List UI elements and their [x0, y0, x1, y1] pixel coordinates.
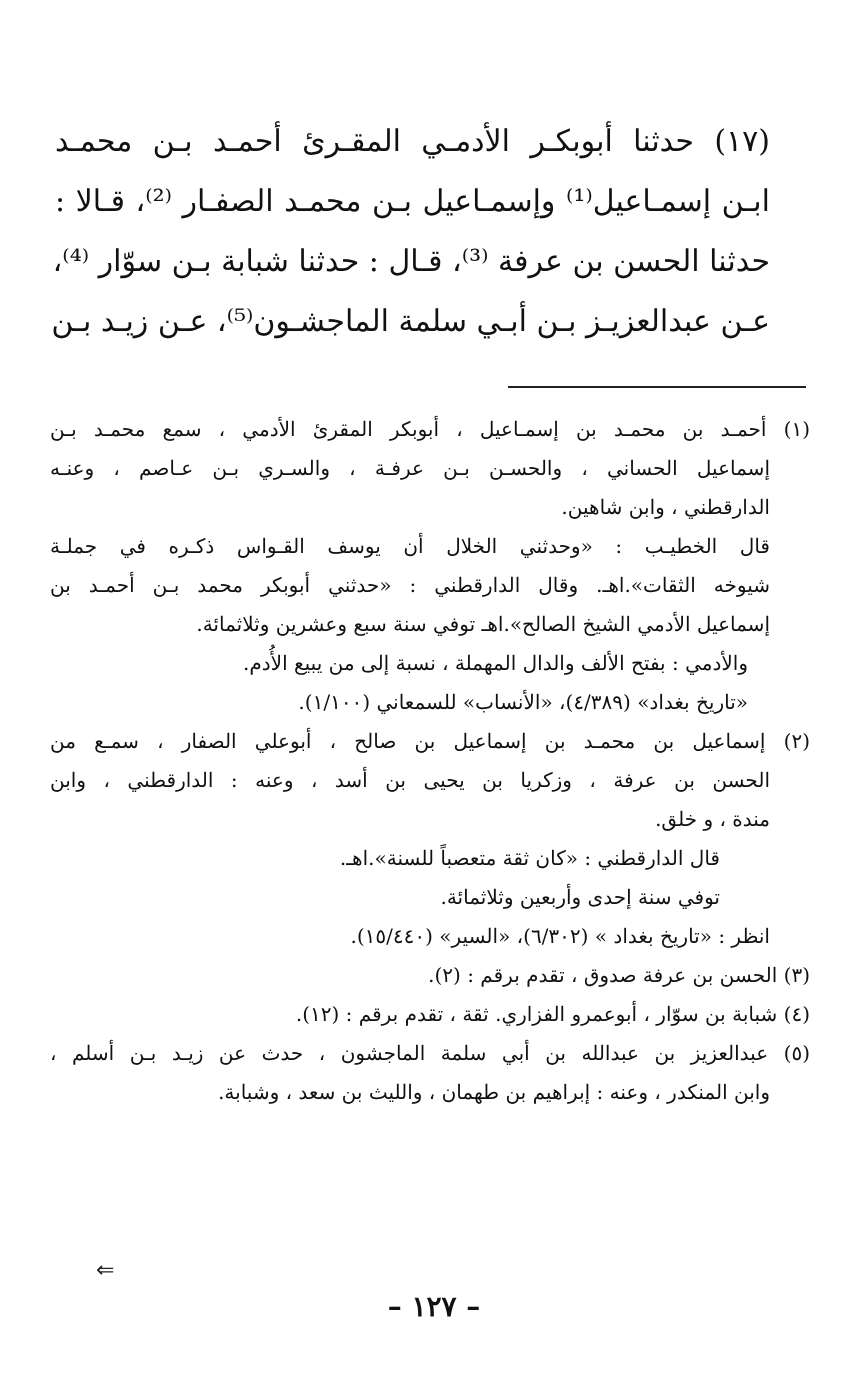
- footnote-separator: [508, 386, 806, 388]
- footnote-5-line: وابن المنكدر ، وعنه : إبراهيم بن طهمان ، والليث بن سعد ، وشبابة.: [218, 1080, 770, 1104]
- main-text-line: ابـن إسمـاعيل⁽¹⁾ وإسمـاعيل بـن محمـد الصفـار ⁽²⁾، قـالا :: [55, 184, 770, 219]
- page-number: – ١٢٧ –: [387, 1290, 481, 1323]
- footnote-1-adami-note: والأدمي : بفتح الألف والدال المهملة ، نسبة إلى من يبيع الأُدم.: [243, 651, 748, 675]
- footnote-2-death: توفي سنة إحدى وأربعين وثلاثمائة.: [440, 885, 720, 909]
- footnote-2-line: مندة ، و خلق.: [655, 807, 770, 831]
- footnote-1-line: إسماعيل الحساني ، والحسـن بـن عرفـة ، والسـري بـن عـاصم ، وعنـه: [50, 456, 770, 480]
- footnote-2-line: الحسن بن عرفة ، وزكريا بن يحيى بن أسد ، وعنه : الدارقطني ، وابن: [50, 768, 770, 792]
- footnote-2-line: (٢) إسماعيل بن محمـد بن إسماعيل بن صالح ، أبوعلي الصفار ، سمـع من: [50, 729, 810, 753]
- footnote-1-khatib-line: شيوخه الثقات».اهـ. وقال الدارقطني : «حدثني أبوبكر محمد بـن أحمـد بن: [50, 573, 770, 597]
- footnote-2-quote: قال الدارقطني : «كان ثقة متعصباً للسنة».اهـ.: [339, 846, 720, 870]
- footnotes-section: [50, 410, 810, 1112]
- footnote-3: (٣) الحسن بن عرفة صدوق ، تقدم برقم : (٢).: [428, 963, 810, 987]
- main-text-line: عـن عبدالعزيـز بـن أبـي سلمة الماجشـون⁽⁵⁾، عـن زيـد بـن: [51, 304, 770, 339]
- footnote-4: (٤) شبابة بن سوّار ، أبوعمرو الفزاري. ثقة ، تقدم برقم : (١٢).: [295, 1002, 810, 1026]
- footnote-5-line: (٥) عبدالعزيز بن عبدالله بن أبي سلمة الماجشون ، حدث عن زيـد بـن أسلم ،: [50, 1041, 810, 1065]
- footnote-1-khatib-line: قال الخطيـب : «وحدثني الخلال أن يوسف القـواس ذكـره في جملـة: [50, 534, 770, 558]
- main-narration-text: [51, 112, 770, 352]
- main-text-line: حدثنا الحسن بن عرفة ⁽³⁾، قـال : حدثنا شبابة بـن سوّار ⁽⁴⁾،: [52, 244, 770, 279]
- footnote-1-line: الدارقطني ، وابن شاهين.: [561, 495, 770, 519]
- footnote-1-khatib-line: إسماعيل الأدمي الشيخ الصالح».اهـ توفي سنة سبع وعشرين وثلاثمائة.: [196, 612, 770, 636]
- footnote-2-references: انظر : «تاريخ بغداد » (٦/٣٠٢)، «السير» (١٥/٤٤٠).: [350, 924, 770, 948]
- footnote-1-line: (١) أحمـد بن محمـد بن إسمـاعيل ، أبوبكر المقرئ الأدمي ، سمع محمـد بـن: [50, 417, 810, 441]
- footnote-1-references: «تاريخ بغداد» (٤/٣٨٩)، «الأنساب» للسمعاني (١/١٠٠).: [298, 690, 748, 714]
- main-text-line: (١٧) حدثنا أبوبكـر الأدمـي المقـرئ أحمـد بـن محمـد: [55, 124, 770, 159]
- continuation-arrow-icon: ⇐: [96, 1258, 115, 1283]
